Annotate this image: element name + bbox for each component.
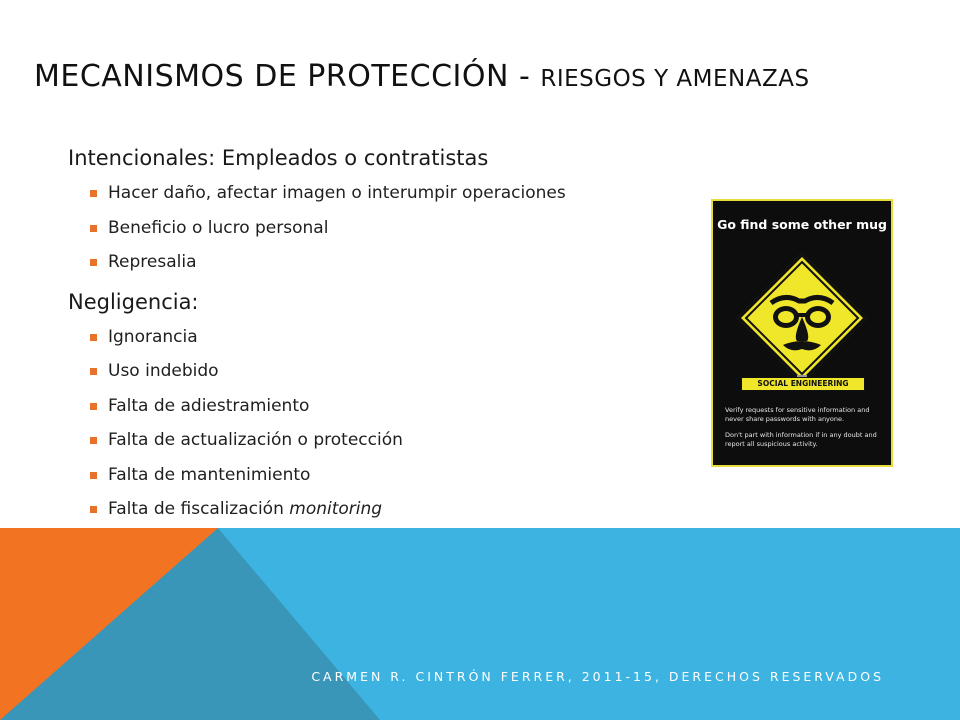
poster-text-1: Verify requests for sensitive information and never share passwords with anyone. <box>725 406 870 423</box>
title-subtitle: RIESGOS Y AMENAZAS <box>540 66 810 92</box>
list-item <box>90 389 688 424</box>
square-bullet-icon <box>90 259 97 266</box>
square-bullet-icon <box>90 472 97 479</box>
section-heading-negligencia: Negligencia: <box>68 289 199 314</box>
list-item-text: Falta de mantenimiento <box>108 464 311 485</box>
square-bullet-icon <box>90 506 97 513</box>
square-bullet-icon <box>90 190 97 197</box>
list-item-text-prefix: Falta de fiscalización <box>108 499 290 519</box>
poster-banner: SOCIAL ENGINEERING <box>741 377 865 391</box>
title-main: MECANISMOS DE PROTECCIÓN <box>34 59 509 94</box>
slide-title <box>34 56 810 94</box>
slide-content <box>68 146 688 527</box>
section-heading-intencionales: Intencionales: Empleados o contratistas <box>68 146 489 170</box>
list-item <box>90 245 688 280</box>
list-item-text: Uso indebido <box>108 361 219 381</box>
list-item <box>90 320 688 355</box>
list-item <box>90 492 688 527</box>
square-bullet-icon <box>90 334 97 341</box>
list-item <box>90 354 688 389</box>
title-separator: - <box>508 59 541 94</box>
footer-decoration <box>0 528 960 720</box>
list-item-text: Hacer daño, afectar imagen o interumpir operaciones <box>108 183 566 203</box>
bullet-list-intencionales <box>90 176 688 280</box>
list-item <box>90 176 688 211</box>
list-item-text-italic: monitoring <box>289 499 383 519</box>
list-item-text: Falta de adiestramiento <box>108 395 310 416</box>
list-item-text: Ignorancia <box>108 326 198 347</box>
poster-text-2: Don't part with information if in any doubt and report all suspicious activity. <box>725 431 877 448</box>
square-bullet-icon <box>90 403 97 410</box>
list-item-text: Represalia <box>108 252 197 272</box>
square-bullet-icon <box>90 225 97 232</box>
list-item-text: Beneficio o lucro personal <box>108 217 329 238</box>
warning-sign-icon <box>713 237 891 377</box>
list-item <box>90 211 688 246</box>
list-item-text: Falta de actualización o protección <box>108 430 403 450</box>
square-bullet-icon <box>90 437 97 444</box>
square-bullet-icon <box>90 368 97 375</box>
poster-heading: Go find some other mug <box>717 217 887 232</box>
list-item <box>90 423 688 458</box>
footer-credit: CARMEN R. CINTRÓN FERRER, 2011-15, DERECHOS RESERVADOS <box>311 669 884 684</box>
social-engineering-poster <box>711 199 893 467</box>
bullet-list-negligencia <box>90 320 688 527</box>
list-item <box>90 458 688 493</box>
